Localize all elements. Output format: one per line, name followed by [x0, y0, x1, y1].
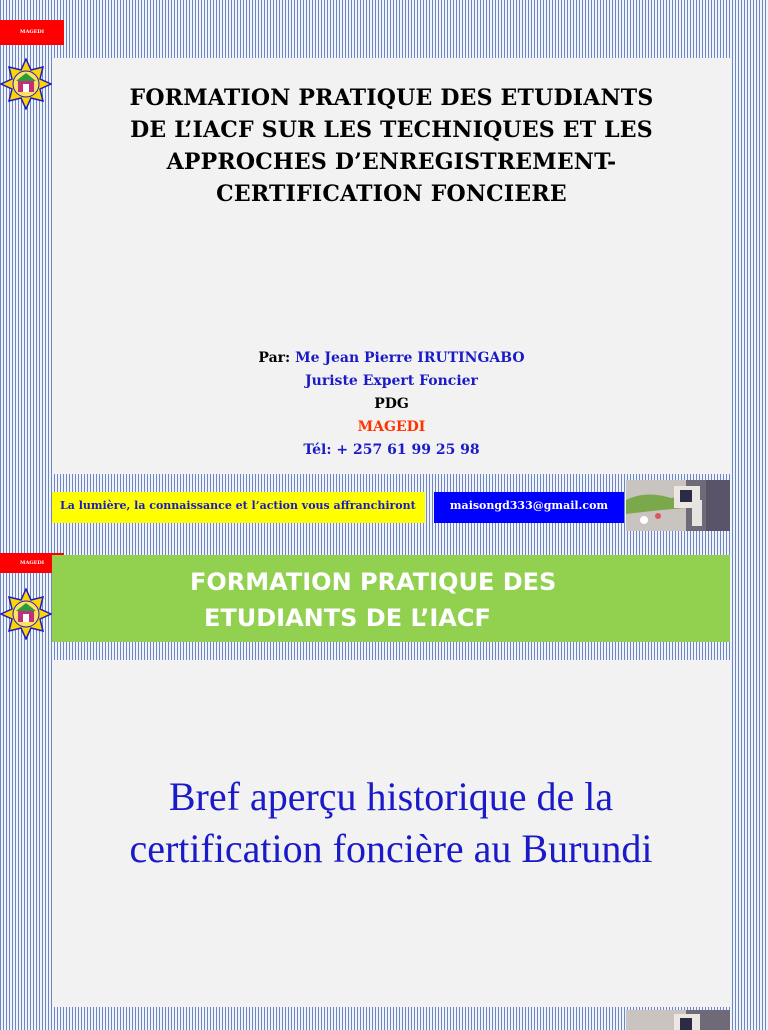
title-line: FORMATION PRATIQUE DES ETUDIANTS — [129, 85, 654, 111]
header-line: FORMATION PRATIQUE DES — [190, 568, 557, 596]
main-title — [52, 771, 730, 875]
header-band — [52, 555, 730, 642]
title-panel — [52, 58, 731, 474]
email-link[interactable]: maisongd333@gmail.com — [434, 492, 624, 523]
title-line: APPROCHES D’ENREGISTREMENT- — [166, 149, 617, 175]
main-title-line: Bref aperçu historique de la — [168, 774, 614, 819]
author-role: Juriste Expert Foncier — [305, 373, 478, 389]
photo-image — [626, 480, 730, 531]
magedi-badge: MAGEDI — [0, 553, 64, 573]
photo-image — [626, 1010, 730, 1030]
content-panel — [52, 660, 730, 1007]
by-label: Par: — [258, 350, 291, 366]
main-title-line: certification foncière au Burundi — [129, 826, 653, 871]
company-name: MAGEDI — [357, 419, 426, 435]
motto-banner: La lumière, la connaissance et l’action vous affranchiront — [52, 492, 425, 523]
slide-header — [52, 564, 730, 636]
title-line: CERTIFICATION FONCIERE — [216, 181, 567, 207]
author-info — [52, 347, 731, 462]
magedi-badge: MAGEDI — [0, 20, 64, 45]
author-name: Me Jean Pierre IRUTINGABO — [295, 350, 525, 366]
presentation-title — [52, 82, 731, 210]
magedi-logo-icon — [0, 58, 52, 110]
phone-number: Tél: + 257 61 99 25 98 — [303, 442, 480, 458]
title-line: DE L’IACF SUR LES TECHNIQUES ET LES — [130, 117, 653, 143]
magedi-logo-icon — [0, 588, 52, 640]
author-position: PDG — [374, 396, 409, 412]
slide-2 — [0, 548, 768, 1024]
header-line: ETUDIANTS DE L’IACF — [204, 604, 491, 632]
